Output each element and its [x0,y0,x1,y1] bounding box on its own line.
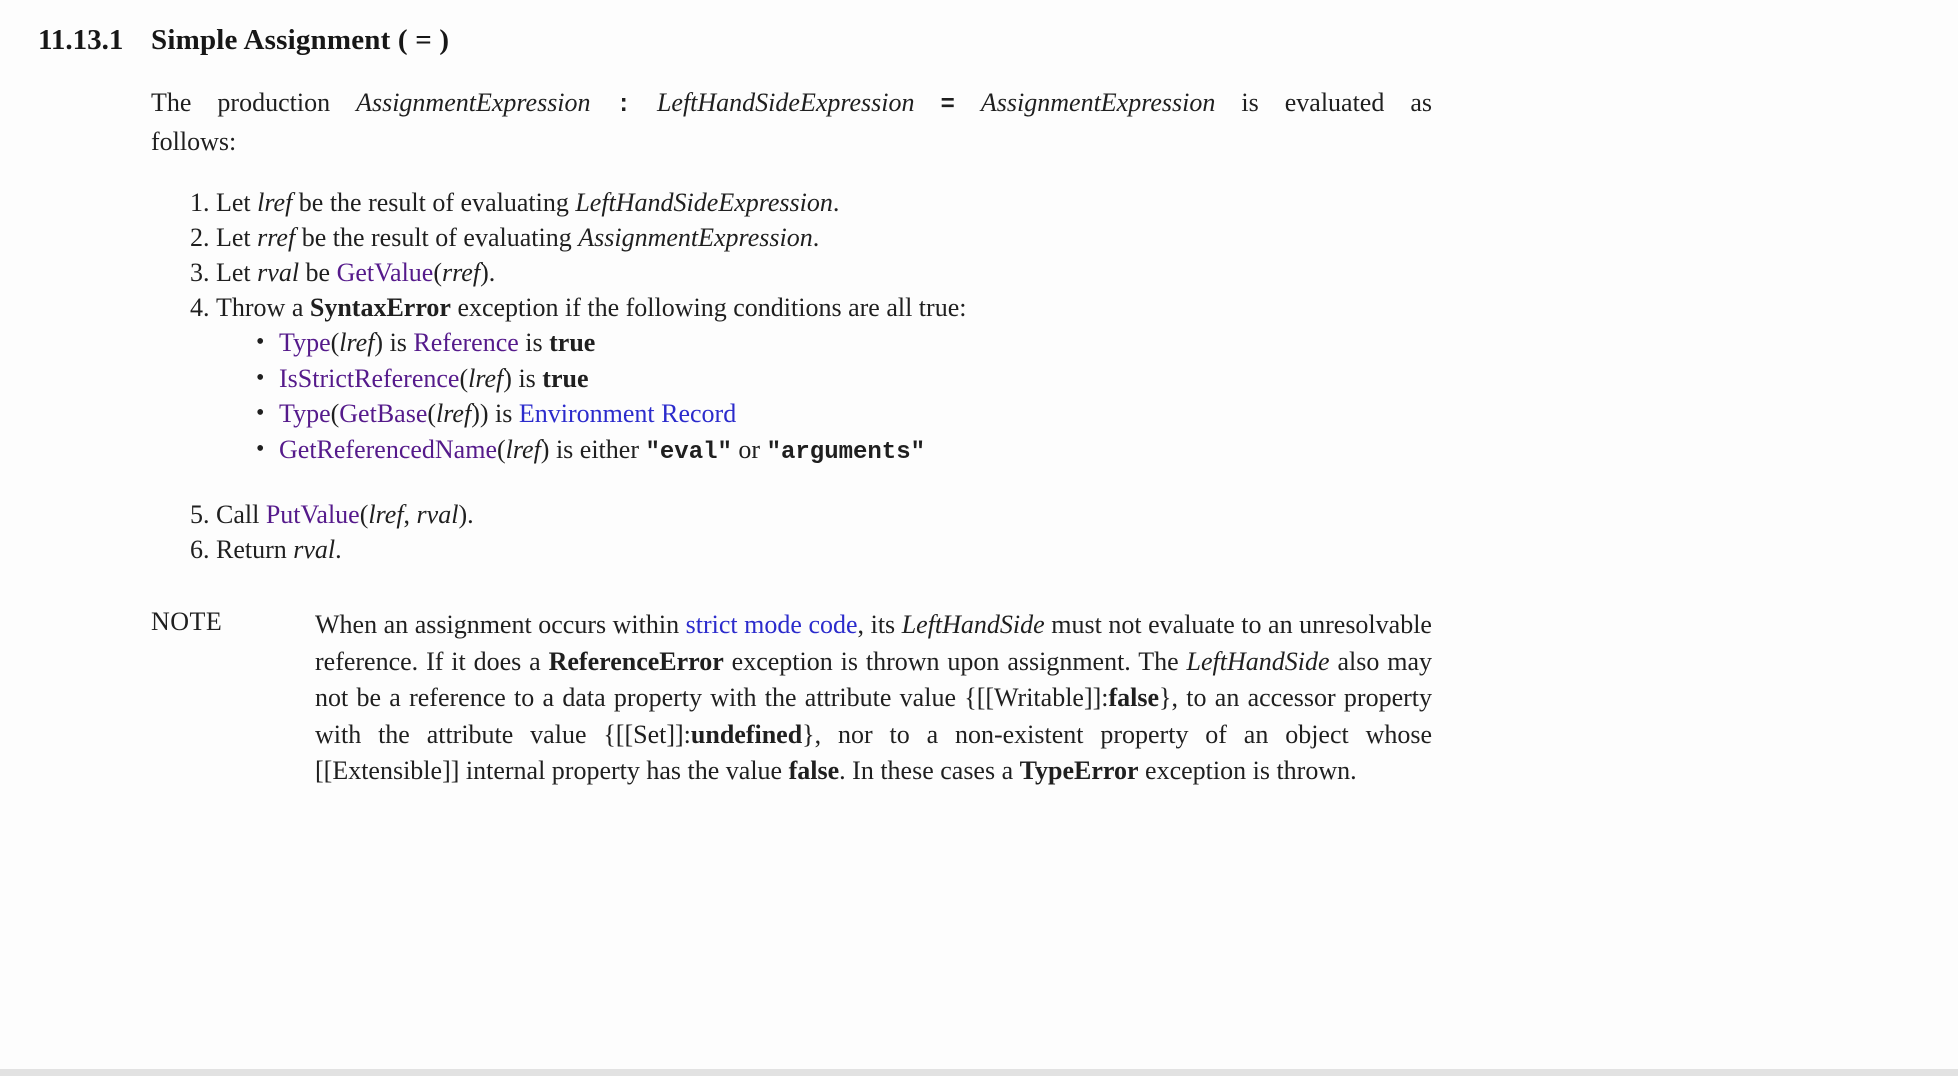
text-segment: Let [216,223,258,252]
text-segment: ( [330,328,340,357]
text-segment [915,88,941,117]
condition-item [256,432,1432,471]
step-text [216,497,1432,532]
text-segment: be the result of evaluating [292,188,576,217]
step-text [216,185,1432,220]
text-segment: }, to an accessor property with the attribute value {[[Set]]: [315,683,1439,749]
text-segment: AssignmentExpression [578,223,813,252]
text-segment: or [731,434,767,464]
step-item [190,255,1432,290]
text-segment: The production [151,88,357,117]
text-segment: exception is thrown upon assignment. The [723,646,1187,676]
text-segment: Call [216,500,266,529]
section-content [151,85,1439,790]
text-segment: false [788,756,840,785]
condition-text [279,432,925,471]
step-text [216,220,1432,255]
spec-link[interactable]: IsStrictReference [279,363,460,393]
step-number: 4. [190,293,210,322]
text-segment: "eval" [645,438,732,466]
text-segment: Let [216,188,258,217]
production-line-2 [151,124,1432,160]
text-segment: is evaluated as [1215,88,1432,117]
text-segment: ( [459,363,469,393]
text-segment: lref [368,500,404,529]
text-segment: , [403,500,417,529]
text-segment: LeftHandSideExpression [575,188,833,217]
spec-link[interactable]: GetReferencedName [279,434,497,464]
text-segment: true [549,328,596,357]
text-segment: ). [458,500,474,529]
step-item [190,185,1432,220]
condition-item [256,396,1432,432]
text-segment: LeftHandSideExpression [656,88,915,117]
text-segment: ( [427,399,437,428]
text-segment: AssignmentExpression [356,88,591,117]
text-segment [591,88,617,117]
text-segment: : [616,92,631,119]
text-segment: , its [857,610,902,639]
text-segment: be [299,258,337,287]
text-segment: . [832,188,840,217]
spec-link[interactable]: GetBase [339,399,428,428]
text-segment: rref [442,258,481,287]
step-item [190,220,1432,255]
spec-link[interactable]: Environment Record [518,399,737,428]
text-segment: undefined [690,719,803,749]
text-segment: rval [416,500,459,529]
text-segment: . [812,223,820,252]
algorithm-steps [190,185,1432,567]
note-block [151,607,1439,790]
text-segment: ) is [503,363,543,393]
text-segment: false [1108,683,1160,712]
text-segment: lref [339,328,375,357]
spec-link[interactable]: strict mode code [685,610,858,639]
bullet-icon: • [256,435,265,462]
text-segment: follows: [151,127,237,156]
text-segment [955,88,981,117]
spec-link[interactable]: Reference [413,328,519,357]
condition-text [279,361,588,397]
section-heading [0,24,1958,57]
step-item [190,290,1432,325]
text-segment: ( [433,258,443,287]
text-segment: lref [505,434,541,464]
text-segment: ( [496,434,506,464]
text-segment: ). [480,258,496,287]
viewport-bottom-edge [0,1069,1958,1076]
text-segment: }, nor to a non-existent property of an object whose [[Extensible]] internal property has the value [315,719,1439,785]
spec-link[interactable]: Type [279,399,331,428]
text-segment: SyntaxError [309,293,451,322]
text-segment: . In these cases a [839,756,1020,785]
text-segment: lref [468,363,504,393]
production-line-1 [151,85,1432,124]
text-segment: . [335,535,342,564]
text-segment: When an assignment occurs within [315,610,686,639]
step-number: 1. [190,188,210,217]
text-segment: Throw a [216,293,310,322]
condition-list [256,325,1432,470]
text-segment: exception is thrown. [1138,756,1357,785]
step-number: 6. [190,535,210,564]
condition-item [256,361,1432,397]
production-paragraph [151,85,1432,160]
section-number: 11.13.1 [38,24,124,56]
step-item [190,532,1432,567]
text-segment: ) is either [540,434,646,464]
text-segment: lref [436,399,472,428]
note-text [315,607,1439,790]
text-segment: LeftHandSide [901,610,1045,639]
bullet-icon: • [256,329,265,355]
text-segment: TypeError [1019,756,1139,785]
step-item [190,497,1432,532]
spec-link[interactable]: Type [279,328,331,357]
text-segment: must not evaluate to an unresolvable reference. If it does a [315,610,1439,676]
text-segment: = [940,92,955,119]
text-segment: lref [257,188,293,217]
text-segment: AssignmentExpression [980,88,1216,117]
section-title: Simple Assignment ( = ) [151,24,450,56]
text-segment: exception if the following conditions are all true: [450,293,967,322]
note-label: NOTE [151,607,223,636]
text-segment: LeftHandSide [1186,646,1330,676]
condition-item [256,325,1432,361]
step-number: 3. [190,258,210,287]
bullet-icon: • [256,400,265,426]
step-number: 5. [190,500,210,529]
text-segment [631,88,657,117]
text-segment: rval [293,535,336,564]
bullet-icon: • [256,364,265,391]
spec-link[interactable]: GetValue [336,258,434,287]
step-text [216,290,1432,325]
condition-text [279,325,595,361]
text-segment: also may not be a reference to a data property with the attribute value {[[Writable]]: [315,646,1439,712]
text-segment: rref [257,223,296,252]
text-segment: "arguments" [766,438,926,466]
text-segment: ( [330,399,340,428]
spec-link[interactable]: PutValue [265,500,360,529]
condition-text [279,396,736,432]
text-segment: Return [216,535,294,564]
text-segment: is [518,328,550,357]
step-text [216,532,1432,567]
text-segment: ( [359,500,369,529]
text-segment: true [542,363,589,393]
step-text [216,255,1432,290]
text-segment: be the result of evaluating [295,223,579,252]
text-segment: ReferenceError [548,646,724,676]
text-segment: )) is [471,399,519,428]
text-segment: rval [257,258,300,287]
text-segment: Let [216,258,258,287]
step-number: 2. [190,223,210,252]
text-segment: ) is [374,328,414,357]
